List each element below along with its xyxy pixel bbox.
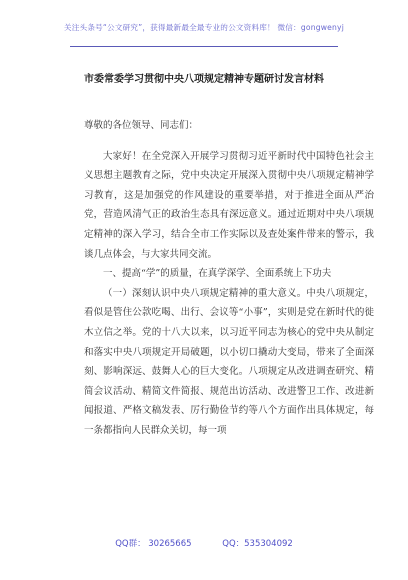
salutation: 尊敬的各位领导、同志们： [84, 120, 199, 131]
footer [0, 537, 408, 549]
footer-qq: QQ：535304092 [222, 539, 293, 549]
document-title: 市委常委学习贯彻中央八项规定精神专题研讨发言材料 [84, 74, 324, 85]
paragraph-intro: 大家好！在全党深入开展学习贯彻习近平新时代中国特色社会主义思想主题教育之际，党中央决定开展深入贯彻中央八项规定精神学习教育，这是加强党的作风建设的重要举措，对于推进全面从严治党，营造风清气正的政治生态具有深远意义。通过近期对中央八项规定精神的深入学习，结合全市工作实际以及查处案件带来的警示，我谈几点体会，与大家共同交流。 [84, 150, 374, 260]
footer-qq-group: QQ群： 30265665 [115, 539, 192, 549]
header-banner: 关注头条号“公文研究”，获得最新最全最专业的公文资料库！ 微信：gongwenyj [63, 23, 345, 32]
document-body [84, 116, 374, 441]
paragraph-subsection-1: （一）深刻认识中央八项规定精神的重大意义。中央八项规定，看似是管住公款吃喝、出行、会议等“小事”，实则是党在新时代的徙木立信之举。党的十八大以来，以习近平同志为核心的党中央从制定和落实中央八项规定开局破题，以小切口撬动大变局，带来了全面深刻、影响深远、鼓舞人心的巨大变化。八项规定从改进调查研究、精简会议活动、精简文件简报、规范出访活动、改进警卫工作、改进新闻报道、严格文稿发表、厉行勤俭节约等八个方面作出具体规定，每一条都指向人民群众关切，每一项 [84, 287, 374, 436]
section-heading: 一、提高“学”的质量，在真学深学、全面系统上下功夫 [103, 268, 332, 280]
header-divider [70, 46, 338, 47]
